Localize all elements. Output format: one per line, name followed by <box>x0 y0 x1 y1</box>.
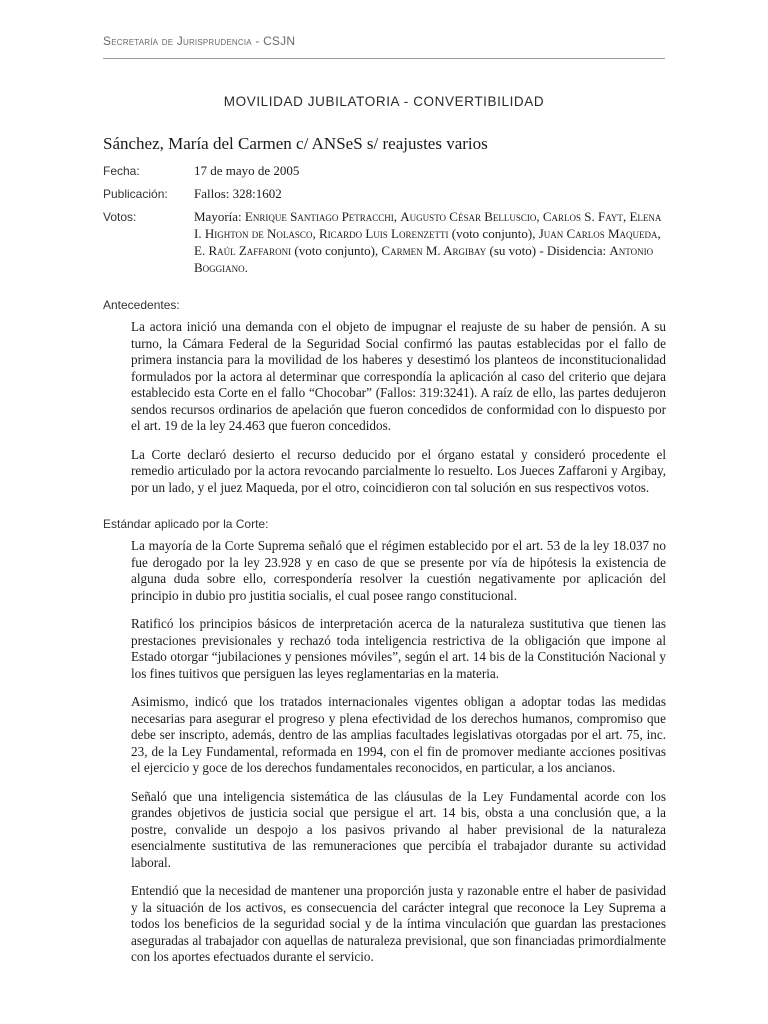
votos-label: Votos: <box>103 210 137 224</box>
judge-name: Juan Carlos Maqueda <box>538 226 658 241</box>
votos-separator: , <box>657 226 661 241</box>
publicacion-label: Publicación: <box>103 187 168 201</box>
antecedentes-body <box>131 319 666 508</box>
judge-name: Enrique Santiago Petracchi <box>244 209 394 224</box>
fecha-label: Fecha: <box>103 164 140 178</box>
votos-end: . <box>244 260 248 275</box>
estandar-label: Estándar aplicado por la Corte: <box>103 517 269 531</box>
judge-name: Elena I. Highton de Nolasco <box>194 209 662 241</box>
votos-mayoria-prefix: Mayoría: <box>194 209 245 224</box>
estandar-paragraph: Asimismo, indicó que los tratados internacionales vigentes obligan a adoptar todas las medidas necesarias para asegurar el progreso y plena efectividad de los derechos humanos, compromiso que debe ser inscripto, además, dentro de las amplias facultades legislativas otorgadas por el art. 75, inc. 23, de la Ley Fundamental, reformada en 1994, con el fin de promover mediante acciones positivas el ejercicio y goce de los derechos fundamentales reconocidos, en particular, a los ancianos. <box>131 694 666 775</box>
votos-note: (voto conjunto), <box>448 226 539 241</box>
votos-separator: , <box>393 209 401 224</box>
judge-name: Augusto César Belluscio <box>400 209 537 224</box>
judge-name: Ricardo Luis Lorenzetti <box>318 226 449 241</box>
votos-note: (su voto) - Disidencia: <box>486 243 610 258</box>
fecha-value: 17 de mayo de 2005 <box>194 163 300 178</box>
votos-note: (voto conjunto), <box>291 243 382 258</box>
publicacion-value: Fallos: 328:1602 <box>194 186 282 201</box>
running-header: Secretaría de Jurisprudencia - CSJN <box>103 34 296 48</box>
antecedentes-paragraph: La Corte declaró desierto el recurso deducido por el órgano estatal y consideró procedente el remedio articulado por la actora revocando parcialmente lo resuelto. Los Jueces Zaffaroni y Argibay, por un lado, y el juez Maqueda, por el otro, coincidieron con tal solución en sus respectivos votos. <box>131 446 666 495</box>
fecha-row <box>103 162 665 179</box>
judge-name: Carmen M. Argibay <box>381 243 487 258</box>
antecedentes-paragraph: La actora inició una demanda con el objeto de impugnar el reajuste de su haber de pensión. A su turno, la Cámara Federal de la Seguridad Social confirmó las pautas establecidas por el fallo de primera instancia para la movilidad de los haberes y desestimó los planteos de inconstitucionalidad formulados por la actora al determinar que correspondía la aplicación al caso del criterio que dejara establecido esta Corte en el fallo “Chocobar” (Fallos: 319:3241). A raíz de ello, las partes dedujeron sendos recursos ordinarios de apelación que fueron concedidos de conformidad con lo dispuesto por el art. 19 de la ley 24.463 que fueron concedidos. <box>131 319 666 433</box>
votos-separator: , <box>312 226 319 241</box>
case-title: Sánchez, María del Carmen c/ ANSeS s/ reajustes varios <box>103 134 488 153</box>
estandar-paragraph: Ratificó los principios básicos de interpretación acerca de la naturaleza sustitutiva que tienen las prestaciones previsionales y rechazó toda inteligencia restrictiva de la obligación que impone al Estado otorgar “jubilaciones y pensiones móviles”, según el art. 14 bis de la Constitución Nacional y los fines tuitivos que persiguen las leyes reglamentarias en la materia. <box>131 616 666 681</box>
votos-separator: , <box>622 209 630 224</box>
votos-separator: , <box>536 209 543 224</box>
antecedentes-label: Antecedentes: <box>103 298 180 312</box>
judge-name: Antonio Boggiano <box>194 243 654 275</box>
votos-row <box>103 208 665 276</box>
judge-name: Carlos S. Fayt <box>542 209 623 224</box>
judge-name: E. Raúl Zaffaroni <box>194 243 292 258</box>
estandar-paragraph: Señaló que una inteligencia sistemática de las cláusulas de la Ley Fundamental acorde con los grandes objetivos de justicia social que persigue el art. 14 bis, obsta a una conclusión que, a la postre, convalide un despojo a los pasivos privando al haber previsional de la naturaleza esencialmente sustitutiva de las remuneraciones que percibía el trabajador durante su actividad laboral. <box>131 788 666 870</box>
estandar-body <box>131 538 666 978</box>
case-metadata <box>103 162 665 282</box>
estandar-paragraph: La mayoría de la Corte Suprema señaló que el régimen establecido por el art. 53 de la ley 18.037 no fue derogado por la ley 23.928 y en caso de que se presente por vía de hipótesis la existencia de alguna duda sobre ello, correspondería resolver la cuestión negativamente por aplicación del principio in dubio pro justitia socialis, el cual posee rango constitucional. <box>131 538 666 603</box>
estandar-paragraph: Entendió que la necesidad de mantener una proporción justa y razonable entre el haber de pasividad y la situación de los activos, es consecuencia del carácter integral que reconoce la Ley Suprema a todos los beneficios de la seguridad social y de la íntima vinculación que guardan las prestaciones aseguradas al trabajador con aquellas de naturaleza previsional, que son financiadas primordialmente con los aportes efectuados durante el servicio. <box>131 883 666 964</box>
document-title: MOVILIDAD JUBILATORIA - CONVERTIBILIDAD <box>223 94 545 109</box>
publicacion-row <box>103 185 665 202</box>
header-divider <box>103 58 665 59</box>
votos-value <box>194 208 665 276</box>
